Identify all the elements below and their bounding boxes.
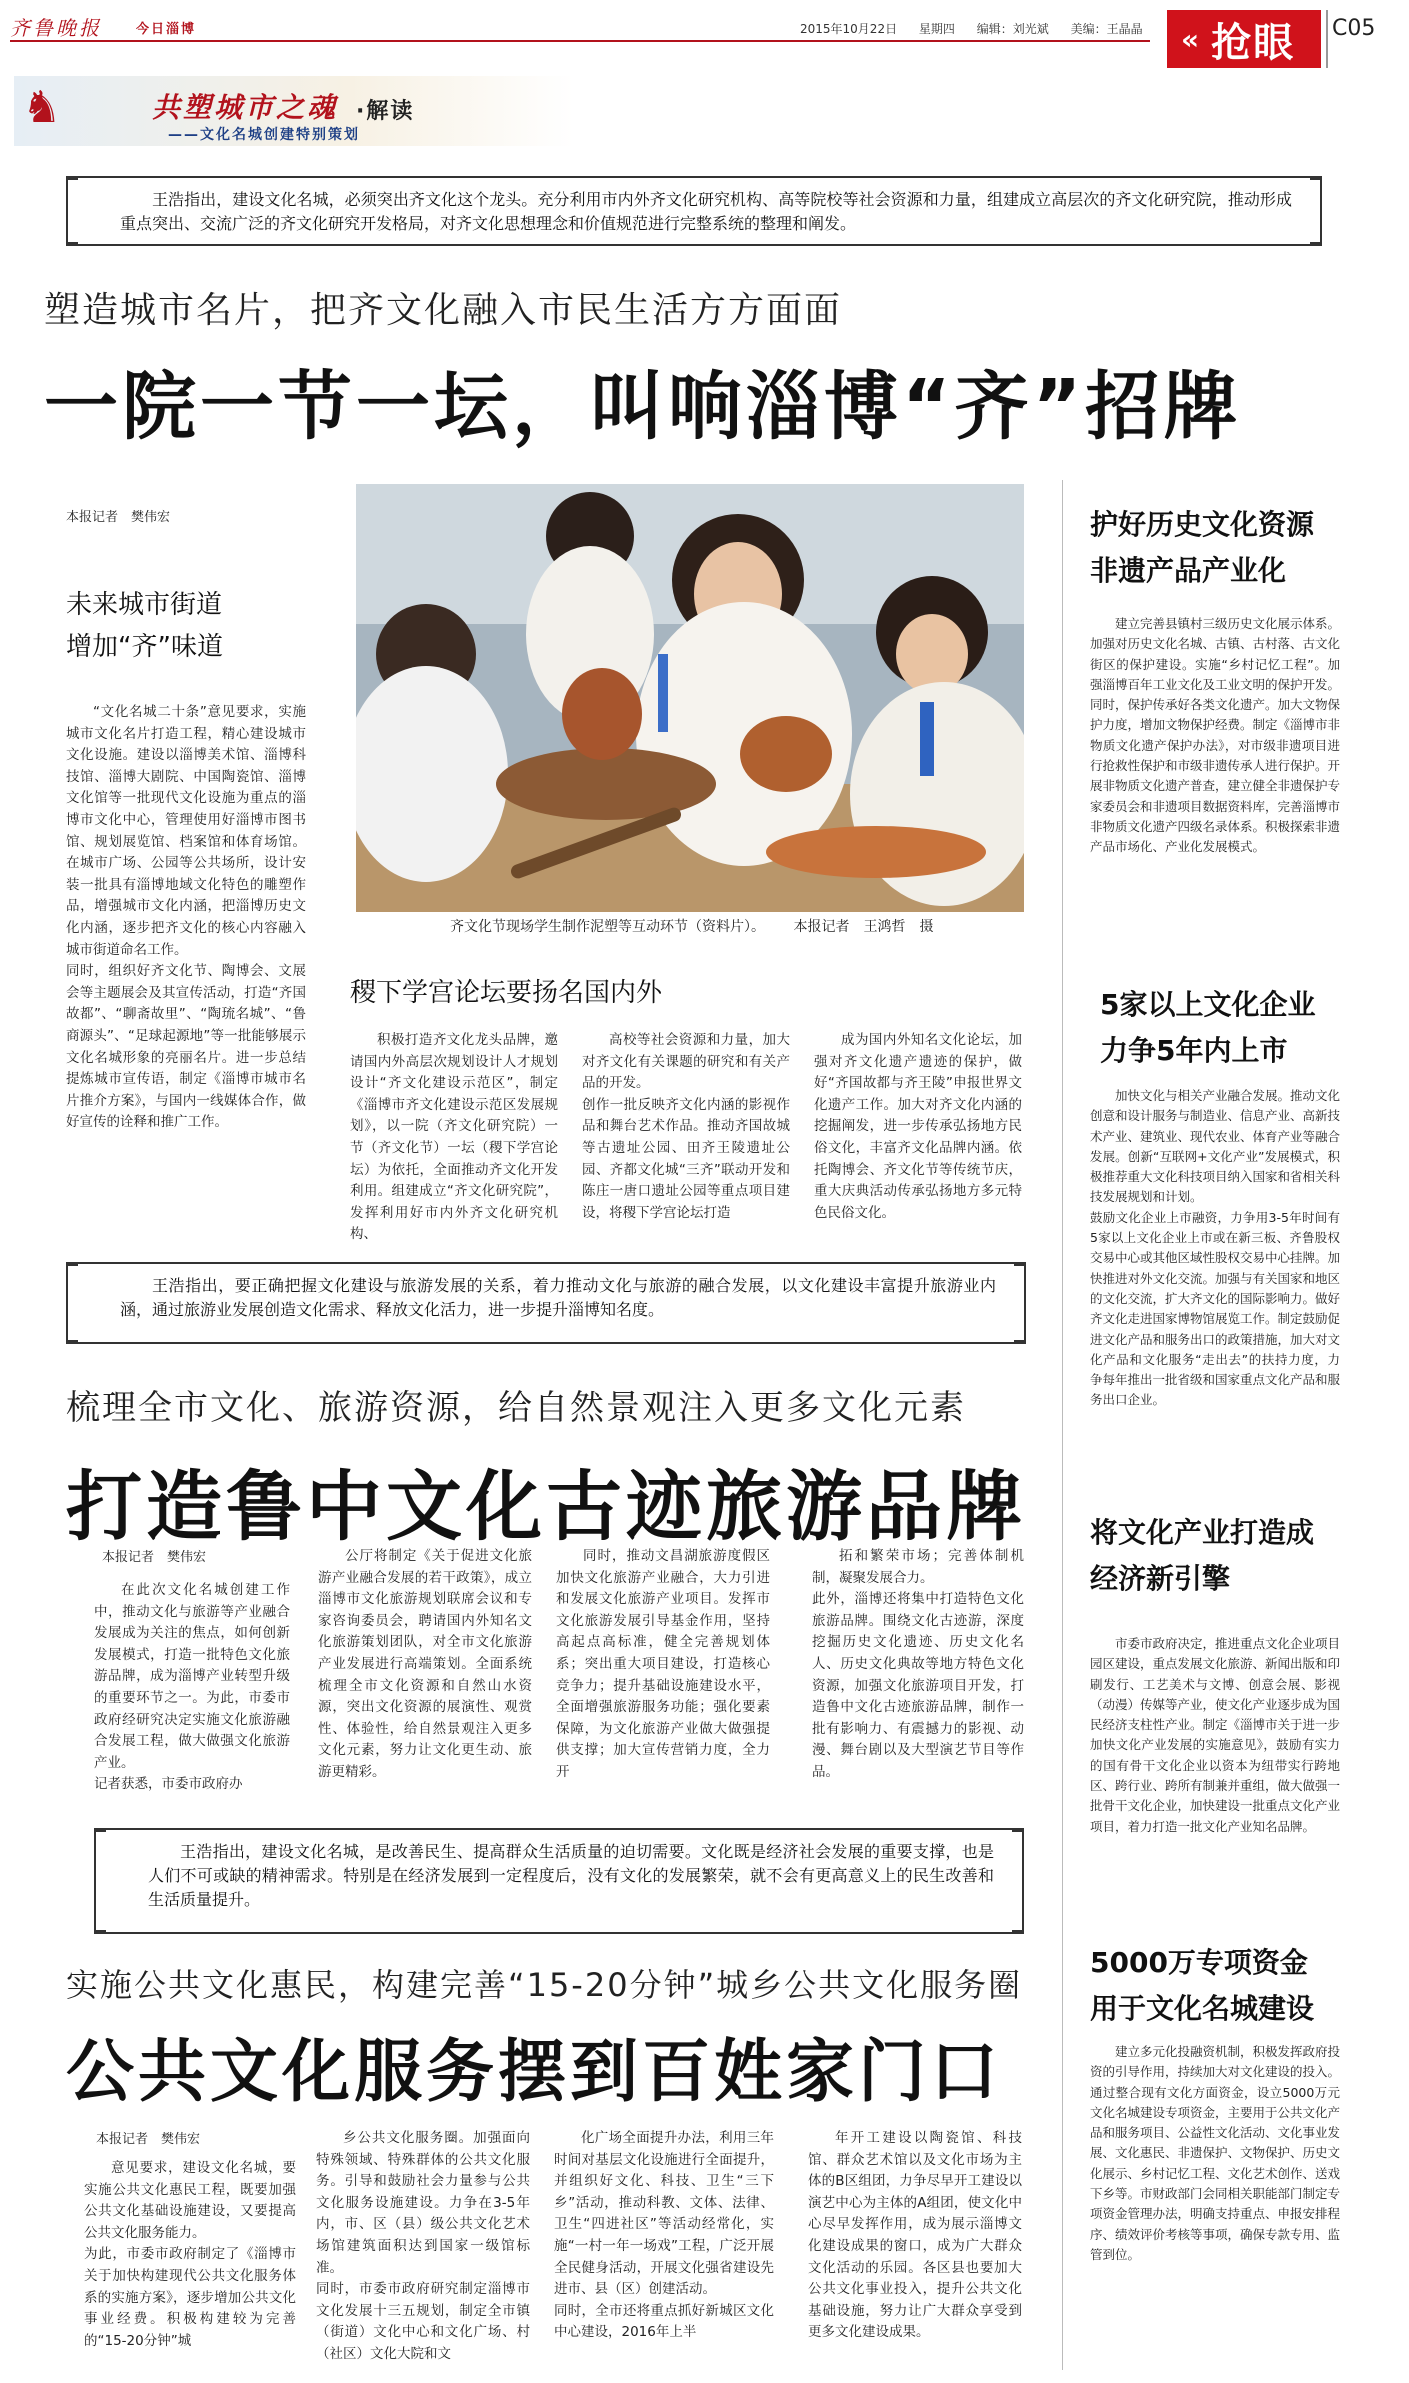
sidebar-heading-line: 非遗产品产业化 — [1090, 554, 1287, 587]
subhead-line: 未来城市街道 — [66, 590, 223, 620]
banner-subtitle: ——文化名城创建特别策划 — [168, 127, 360, 143]
sidebar-body-3: 市委市政府决定，推进重点文化企业项目园区建设，重点发展文化旅游、新闻出版和印刷发行、工艺美术与文博、创意会展、影视（动漫）传媒等产业，使文化产业逐步成为国民经济支柱性产业。制定《淄博市关于进一步加快文化产业发展的实施意见》，鼓励有实力的国有骨干文化企业以资本为纽带实行跨地区、跨行业、跨所有制兼并重组，做大做强一批骨干文化企业，加快建设一批重点文化产业项目，着力打造一批文化产业知名品牌。 — [1090, 1636, 1340, 1834]
sidebar-heading-line: 5000万专项资金 — [1090, 1946, 1308, 1979]
article2-column-1: 在此次文化名城创建工作中，推动文化与旅游等产业融合发展成为关注的焦点，如何创新发展模式，打造一批特色文化旅游品牌，成为淄博产业转型升级的重要环节之一。为此，市委市政府经研究决定实施文化旅游融合发展工程，做大做强文化旅游产业。 记者获悉，市委市政府办 — [94, 1582, 290, 1793]
article1-byline: 本报记者 樊伟宏 — [66, 510, 171, 525]
article3-kicker: 实施公共文化惠民，构建完善“15-20分钟”城乡公共文化服务圈 — [66, 1966, 1023, 2004]
sidebar-heading-3 — [1090, 1510, 1314, 1602]
sidebar-divider — [1062, 480, 1063, 2370]
subhead-line: 增加“齐”味道 — [66, 632, 223, 662]
designer-credit: 美编：王晶晶 — [1070, 22, 1143, 36]
article-photo — [356, 484, 1024, 912]
masthead — [0, 0, 1409, 150]
quote-bracket-left — [66, 178, 78, 244]
quote-text: 王浩指出，建设文化名城，必须突出齐文化这个龙头。充分利用市内外齐文化研究机构、高等院校等社会资源和力量，组建成立高层次的齐文化研究院，推动形成重点突出、交流广泛的齐文化研究开发格局，对齐文化思想理念和价值规范进行完整系统的整理和阐发。 — [120, 190, 1292, 233]
issue-weekday: 星期四 — [918, 22, 955, 36]
newspaper-brand: 齐鲁晚报 — [10, 16, 102, 40]
quote-bracket-right — [1310, 178, 1322, 244]
photo-caption — [450, 916, 957, 936]
sidebar-heading-1 — [1090, 502, 1314, 594]
article3-byline: 本报记者 樊伟宏 — [96, 2132, 201, 2147]
sidebar-heading-line: 5家以上文化企业 — [1100, 988, 1316, 1021]
quote-box-1 — [66, 176, 1322, 246]
article3-column-3: 化广场全面提升办法，利用三年时间对基层文化设施进行全面提升，并组织好文化、科技、卫生“三下乡”活动，推动科教、文体、法律、卫生“四进社区”等活动经常化，实施“一村一年一场戏”工程，广泛开展全民健身活动，开展文化强省建设先进市、县（区）创建活动。 同时，全市还将重点抓好新城区文化中心建设，2016年上半 — [554, 2130, 774, 2341]
article1-subhead-1 — [66, 584, 223, 668]
sidebar-heading-line: 护好历史文化资源 — [1090, 508, 1315, 541]
article1-kicker: 塑造城市名片，把齐文化融入市民生活方方面面 — [44, 290, 843, 331]
issue-date: 2015年10月22日 — [800, 22, 898, 36]
quote-box-3 — [94, 1828, 1024, 1934]
sidebar-heading-4 — [1090, 1940, 1314, 2032]
caption-text: 齐文化节现场学生制作泥塑等互动环节（资料片）。 — [450, 919, 765, 935]
editor-credit: 编辑：刘光斌 — [976, 22, 1049, 36]
article1-mid-column-2: 高校等社会资源和力量，加大对齐文化有关课题的研究和有关产品的开发。 创作一批反映齐文化内涵的影视作品和舞台艺术作品。推动齐国故城等古遗址公园、田齐王陵遗址公园、齐都文化城“三齐”联动开发和陈庄一唐口遗址公园等重点项目建设，将稷下学宫论坛打造 — [582, 1032, 790, 1221]
photo-credit: 本报记者 王鸿哲 摄 — [793, 919, 934, 935]
article1-headline: 一院一节一坛，叫响淄博“齐”招牌 — [44, 364, 1242, 450]
article3-headline: 公共文化服务摆到百姓家门口 — [66, 2033, 1003, 2112]
quote-text: 王浩指出，要正确把握文化建设与旅游发展的关系，着力推动文化与旅游的融合发展，以文化建设丰富提升旅游业内涵，通过旅游业发展创造文化需求、释放文化活力，进一步提升淄博知名度。 — [120, 1276, 996, 1319]
sidebar-heading-line: 用于文化名城建设 — [1090, 1992, 1315, 2025]
quote-text: 王浩指出，建设文化名城，是改善民生、提高群众生活质量的迫切需要。文化既是经济社会发展的重要支撑，也是人们不可或缺的精神需求。特别是在经济发展到一定程度后，没有文化的发展繁荣，就不会有更高意义上的民生改善和生活质量提升。 — [148, 1842, 994, 1909]
article1-subhead-2: 稷下学宫论坛要扬名国内外 — [350, 978, 663, 1008]
article1-mid-column-1: 积极打造齐文化龙头品牌，邀请国内外高层次规划设计人才规划设计“齐文化建设示范区”，制定《淄博市齐文化建设示范区发展规划》，以一院（齐文化研究院）一节（齐文化节）一坛（稷下学宫论坛）为依托，全面推动齐文化开发利用。组建成立“齐文化研究院”，发挥利用好市内外齐文化研究机构、 — [350, 1032, 558, 1243]
quote-bracket-left — [66, 1264, 78, 1342]
article2-column-4: 拓和繁荣市场；完善体制机制，凝聚发展合力。 此外，淄博还将集中打造特色文化旅游品牌。围绕文化古迹游，深度挖掘历史文化遗迹、历史文化名人、历史文化典故等地方特色文化资源，加强文化旅游项目开发，打造鲁中文化古迹旅游品牌，制作一批有影响力、有震撼力的影视、动漫、舞台剧以及大型演艺节目等作品。 — [812, 1548, 1024, 1780]
page-divider — [1326, 10, 1328, 68]
column-badge — [1167, 10, 1321, 68]
sidebar-heading-line: 将文化产业打造成 — [1090, 1516, 1315, 1549]
banner-title: 共塑城市之魂 — [152, 91, 339, 124]
banner-tag: ·解读 — [356, 99, 415, 124]
sidebar-heading-line: 经济新引擎 — [1090, 1562, 1231, 1595]
double-chevron-icon: « — [1181, 22, 1202, 56]
sidebar-body-2: 加快文化与相关产业融合发展。推动文化创意和设计服务与制造业、信息产业、高新技术产业、建筑业、现代农业、体育产业等融合发展。创新“互联网+文化产业”发展模式，积极推荐重大文化科技项目纳入国家和省相关科技发展规划和计划。 鼓励文化企业上市融资，力争用3-5年时间有5家以上文化企业上市或在新三板、齐鲁股权交易中心或其他区域性股权交易中心挂牌。加快推进对外文化交流。加强与有关国家和地区的文化交流，扩大齐文化的国际影响力。做好齐文化走进国家博物馆展览工作。制定鼓励促进文化产品和服务出口的政策措施，加大对文化产品和文化服务“走出去”的扶持力度，力争每年推出一批省级和国家重点文化产品和服务出口企业。 — [1090, 1088, 1340, 1408]
masthead-rule — [10, 40, 1150, 42]
article2-headline: 打造鲁中文化古迹旅游品牌 — [66, 1462, 1026, 1551]
column-name: 抢眼 — [1211, 19, 1296, 66]
quote-box-2 — [66, 1262, 1026, 1344]
article3-column-1: 意见要求，建设文化名城，要实施公共文化惠民工程，既要加强公共文化基础设施建设，又要提高公共文化服务能力。 为此，市委市政府制定了《淄博市关于加快构建现代公共文化服务体系的实施方案》，逐步增加公共文化事业经费。积极构建较为完善的“15-20分钟”城 — [84, 2160, 296, 2349]
article1-mid-column-3: 成为国内外知名文化论坛，加强对齐文化遗产遗迹的保护，做好“齐国故都与齐王陵”申报世界文化遗产工作。加大对齐文化内涵的挖掘阐发，进一步传承弘扬地方民俗文化，丰富齐文化品牌内涵。依托陶博会、齐文化节等传统节庆，重大庆典活动传承弘扬地方多元特色民俗文化。 — [814, 1032, 1022, 1221]
quote-bracket-right — [1014, 1264, 1026, 1342]
article2-kicker: 梳理全市文化、旅游资源，给自然景观注入更多文化元素 — [66, 1388, 966, 1428]
quote-bracket-right — [1012, 1830, 1024, 1932]
article2-column-3: 同时，推动文昌湖旅游度假区加快文化旅游产业融合，大力引进和发展文化旅游产业项目。发挥市文化旅游发展引导基金作用，坚持高起点高标准，健全完善规划体系；突出重大项目建设，打造核心竞争力；提升基础设施建设水平，全面增强旅游服务功能；强化要素保障，为文化旅游产业做大做强提供支撑；加大宣传营销力度，全力开 — [556, 1548, 770, 1780]
sidebar-body-4: 建立多元化投融资机制，积极发挥政府投资的引导作用，持续加大对文化建设的投入。 通过整合现有文化方面资金，设立5000万元文化名城建设专项资金，主要用于公共文化产品和服务项目、公益性文化活动、文化事业发展、文化惠民、非遗保护、文物保护、历史文化展示、乡村记忆工程、文化艺术创作、送戏下乡等。市财政部门会同相关职能部门制定专项资金管理办法，明确支持重点、申报安排程序、绩效评价考核等事项，确保专款专用、监管到位。 — [1090, 2044, 1340, 2262]
article1-left-column: “文化名城二十条”意见要求，实施城市文化名片打造工程，精心建设城市文化设施。建设以淄博美术馆、淄博科技馆、淄博大剧院、中国陶瓷馆、淄博文化馆等一批现代文化设施为重点的淄博市文化中心，管理使用好淄博市图书馆、规划展览馆、档案馆和体育场馆。在城市广场、公园等公共场所，设计安装一批具有淄博地域文化特色的雕塑作品，增强城市文化内涵，把淄博历史文化内涵，逐步把齐文化的核心内容融入城市街道命名工作。 同时，组织好齐文化节、陶博会、文展会等主题展会及其宣传活动，打造“齐国故都”、“聊斋故里”、“陶琉名城”、“鲁商源头”、“足球起源地”等一批能够展示文化名城形象的亮丽名片。进一步总结提炼城市宣传语，制定《淄博市城市名片推介方案》，与国内一线媒体合作，做好宣传的诠释和推广工作。 — [66, 704, 306, 1131]
issue-meta — [800, 20, 1161, 37]
clay-sculpture-workshop-photo — [356, 484, 1024, 912]
article2-column-2: 公厅将制定《关于促进文化旅游产业融合发展的若干政策》，成立淄博市文化旅游规划联席会议和专家咨询委员会，聘请国内外知名文化旅游策划团队，对全市文化旅游产业发展进行高端策划。全面系统梳理全市文化资源和自然山水资源，突出文化资源的展演性、观赏性、体验性，给自然景观注入更多文化元素，努力让文化更生动、旅游更精彩。 — [318, 1548, 532, 1780]
sidebar-heading-line: 力争5年内上市 — [1100, 1034, 1288, 1067]
article2-byline: 本报记者 樊伟宏 — [102, 1550, 207, 1565]
chariot-logo-icon: ♞ — [22, 82, 62, 133]
sidebar-heading-2 — [1100, 982, 1315, 1074]
sidebar-body-1: 建立完善县镇村三级历史文化展示体系。加强对历史文化名城、古镇、古村落、古文化街区的保护建设。实施“乡村记忆工程”。加强淄博百年工业文化及工业文明的保护开发。 同时，保护传承好各类文化遗产。加大文物保护力度，增加文物保护经费。制定《淄博市非物质文化遗产保护办法》，对市级非遗项目进行抢救性保护和市级非遗传承人进行保护。开展非物质文化遗产普查，建立健全非遗保护专家委员会和非遗项目数据资料库，完善淄博市非物质文化遗产四级名录体系。积极探索非遗产品市场化、产业化发展模式。 — [1090, 616, 1340, 855]
page-number: C05 — [1332, 16, 1376, 41]
article3-column-4: 年开工建设以陶瓷馆、科技馆、群众艺术馆以及文化市场为主体的B区组团，力争尽早开工建设以演艺中心为主体的A组团，使文化中心尽早发挥作用，成为展示淄博文化建设成果的窗口，成为广大群众文化活动的乐园。各区县也要加大公共文化事业投入，提升公共文化基础设施，努力让广大群众享受到更多文化建设成果。 — [808, 2130, 1022, 2341]
article3-column-2: 乡公共文化服务圈。加强面向特殊领域、特殊群体的公共文化服务。引导和鼓励社会力量参与公共文化服务设施建设。力争在3-5年内，市、区（县）级公共文化艺术场馆建筑面积达到国家一级馆标准。 同时，市委市政府研究制定淄博市文化发展十三五规划，制定全市镇（街道）文化中心和文化广场、村（社区）文化大院和文 — [316, 2130, 530, 2362]
edition-name: 今日淄博 — [136, 22, 197, 37]
quote-bracket-left — [94, 1830, 106, 1932]
